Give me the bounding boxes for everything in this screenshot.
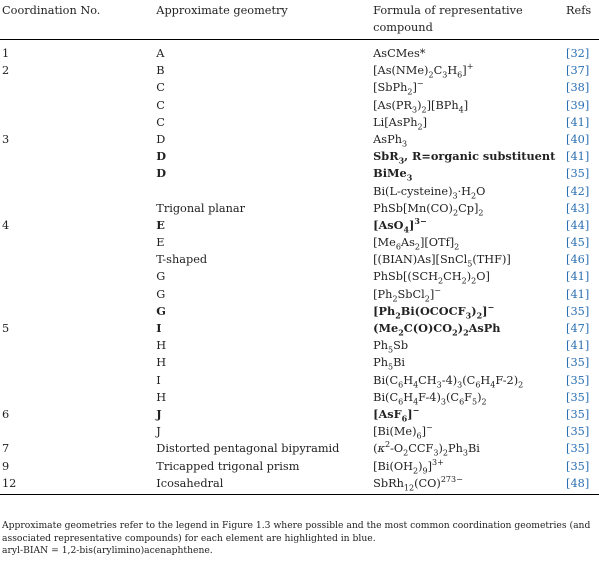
cell-coordination-no [0, 234, 156, 251]
table-row [0, 458, 599, 475]
formula-text: $[Bi(OH_2)_9]^{3+}$ [373, 457, 444, 475]
cell-formula [373, 320, 566, 337]
ref-link[interactable]: [35] [566, 459, 590, 473]
cell-geometry: H [156, 356, 167, 370]
cell-geometry: Icosahedral [156, 475, 373, 495]
ref-link[interactable]: [35] [566, 373, 590, 387]
cell-coordination-no [0, 165, 156, 182]
cell-geometry: E [156, 236, 165, 250]
cell-formula [373, 234, 566, 251]
cell-formula [373, 303, 566, 320]
cell-formula [373, 286, 566, 303]
ref-link[interactable]: [32] [566, 47, 590, 60]
ref-link[interactable]: [39] [566, 98, 590, 112]
table-row [0, 440, 599, 457]
table-row [0, 114, 599, 131]
cell-formula [373, 165, 566, 182]
ref-link[interactable]: [35] [566, 304, 590, 318]
formula-text: $[Me_6As_2][OTf]_2$ [373, 236, 460, 252]
cell-geometry: I [156, 321, 162, 335]
formula-text: $PhSb[(SCH_2CH_2)_2O]$ [373, 270, 490, 286]
cell-coordination-no [0, 79, 156, 96]
cell-formula [373, 62, 566, 79]
formula-text: $Ph_5Bi$ [373, 356, 406, 372]
cell-coordination-no: 1 [2, 47, 10, 60]
cell-coordination-no [0, 423, 156, 440]
formula-text: AsPh$_3$ [373, 132, 408, 149]
formula-text: SbRh$_{12}$(CO)$^{273-}$ [373, 474, 463, 492]
table-row [0, 165, 599, 182]
ref-link[interactable]: [41] [566, 150, 590, 164]
formula-text: $[AsO_4]^{3-}$ [373, 216, 427, 235]
cell-geometry [156, 183, 373, 200]
formula-text: $(Me_2C(O)CO_2)_2AsPh$ [373, 321, 501, 338]
header-refs: Refs [566, 0, 599, 40]
table-row [0, 475, 599, 495]
cell-geometry: D [156, 149, 167, 164]
cell-formula [373, 475, 566, 495]
ref-link[interactable]: [43] [566, 201, 590, 215]
cell-coordination-no [0, 268, 156, 285]
ref-link[interactable]: [37] [566, 64, 590, 78]
table-row [0, 234, 599, 251]
ref-link[interactable]: [35] [566, 167, 590, 181]
cell-coordination-no [0, 251, 156, 268]
cell-formula [373, 148, 566, 165]
cell-coordination-no [0, 303, 156, 320]
cell-coordination-no [0, 337, 156, 354]
footnote-geometry-legend: Approximate geometries refer to the legend in Figure 1.3 where possible and the most common coordination geometries (and associated representative compounds) for each element are highlighted in blue. [2, 520, 591, 544]
cell-formula [373, 79, 566, 96]
formula-text: $(\kappa^2-O_2CCF_3)_2Ph_3Bi$ [373, 440, 480, 458]
cell-geometry: C [156, 98, 165, 112]
formula-text: [AsF$_6$]− [373, 405, 420, 424]
cell-formula [373, 354, 566, 371]
table-row [0, 217, 599, 234]
formula-text: BiMe$_3$ [373, 166, 413, 183]
cell-formula [373, 114, 566, 131]
table-row [0, 320, 599, 337]
cell-geometry: Distorted pentagonal bipyramid [156, 442, 340, 456]
table-row [0, 372, 599, 389]
ref-link[interactable]: [41] [566, 270, 590, 284]
cell-formula [373, 458, 566, 475]
table-row [0, 268, 599, 285]
cell-coordination-no [0, 372, 156, 389]
cell-coordination-no: 2 [2, 64, 10, 78]
cell-geometry: Tricapped trigonal prism [156, 459, 300, 473]
cell-formula [373, 97, 566, 114]
cell-formula [373, 217, 566, 234]
cell-geometry: T-shaped [156, 253, 208, 267]
formula-text: $[Ph_2Bi(OCOCF_3)_2]^-$ [373, 302, 495, 321]
cell-geometry: H [156, 339, 167, 353]
table-header-row [0, 0, 599, 40]
header-approximate-geometry: Approximate geometry [156, 0, 373, 40]
ref-link[interactable]: [41] [566, 339, 590, 353]
ref-link[interactable]: [35] [566, 407, 590, 421]
cell-geometry: G [156, 270, 166, 284]
ref-link[interactable]: [35] [566, 356, 590, 370]
cell-coordination-no: 12 [0, 475, 156, 495]
ref-link[interactable]: [48] [566, 475, 599, 495]
ref-link[interactable]: [35] [566, 390, 590, 404]
formula-text: SbR$_3$, R=organic substituent [373, 149, 556, 166]
formula-text: $Ph_5Sb$ [373, 339, 409, 355]
table-row [0, 251, 599, 268]
table-row [0, 148, 599, 165]
formula-text: [SbPh$_2$]− [373, 79, 424, 97]
ref-link[interactable]: [35] [566, 442, 590, 456]
table-row [0, 389, 599, 406]
cell-geometry: D [156, 132, 166, 146]
cell-formula: AsCMes* [373, 47, 426, 60]
table-row [0, 79, 599, 96]
cell-coordination-no [0, 286, 156, 303]
table-row [0, 183, 599, 200]
cell-coordination-no [0, 389, 156, 406]
cell-formula [373, 200, 566, 217]
cell-geometry: C [156, 81, 165, 95]
header-coordination-no: Coordination No. [0, 0, 156, 40]
cell-formula [373, 372, 566, 389]
cell-coordination-no: 6 [2, 407, 10, 421]
ref-link[interactable]: [45] [566, 236, 590, 250]
cell-coordination-no: 3 [2, 132, 10, 146]
ref-link[interactable]: [41] [566, 115, 590, 129]
cell-formula [373, 423, 566, 440]
cell-coordination-no [0, 97, 156, 114]
header-formula: Formula of representative compound [373, 0, 566, 40]
cell-formula [373, 268, 566, 285]
table-row [0, 354, 599, 371]
table-row [0, 131, 599, 148]
cell-coordination-no [0, 148, 156, 165]
formula-text: $[As(NMe)_2C_3H_6]^+$ [373, 62, 474, 80]
formula-text: $[Bi(Me)_6]^-$ [373, 423, 433, 441]
cell-geometry: J [156, 406, 162, 421]
formula-text: $Bi(L-cysteine)_3\cdot H_2O$ [373, 184, 486, 200]
formula-text: $PhSb[Mn(CO)_2Cp]_2$ [373, 201, 484, 217]
cell-coordination-no: 5 [2, 322, 10, 335]
table-row [0, 62, 599, 79]
cell-formula [373, 337, 566, 354]
ref-link[interactable]: [35] [566, 425, 590, 439]
cell-coordination-no [0, 354, 156, 371]
cell-geometry: Trigonal planar [156, 201, 246, 215]
cell-geometry: B [156, 64, 165, 78]
cell-geometry: H [156, 390, 167, 404]
cell-geometry: E [156, 217, 165, 232]
formula-text: [(BIAN)As][SnCl$_5$(THF)] [373, 253, 511, 269]
cell-formula [373, 406, 566, 423]
table-row [0, 406, 599, 423]
formula-text: $[As(PR_3)_2][BPh_4]$ [373, 98, 469, 114]
formula-text: $[Ph_2SbCl_2]^-$ [373, 285, 441, 303]
footnote-bian-definition: aryl-BIAN = 1,2-bis(arylimino)acenaphthene. [2, 545, 213, 556]
formula-text: Li[AsPh$_2$] [373, 115, 428, 131]
cell-formula [373, 183, 566, 200]
cell-geometry: G [156, 303, 166, 318]
formula-text: $Bi(C_6H_4F-4)_3(C_6F_5)_2$ [373, 390, 487, 406]
table-row [0, 423, 599, 440]
table-row [0, 286, 599, 303]
cell-geometry: I [156, 373, 161, 387]
table-row [0, 40, 599, 63]
formula-text: $Bi(C_6H_4CH_3-4)_3(C_6H_4F-2)_2$ [373, 373, 524, 389]
table-footnotes [2, 520, 599, 558]
ref-link[interactable]: [41] [566, 287, 590, 301]
ref-link[interactable]: [38] [566, 81, 590, 95]
table-row [0, 97, 599, 114]
cell-coordination-no: 4 [2, 218, 10, 232]
cell-geometry: D [156, 166, 167, 181]
table-row [0, 200, 599, 217]
table-row [0, 303, 599, 320]
ref-link[interactable]: [44] [566, 218, 590, 232]
cell-geometry: C [156, 115, 165, 129]
ref-link[interactable]: [46] [566, 253, 590, 267]
cell-formula [373, 389, 566, 406]
cell-formula [373, 440, 566, 457]
cell-formula [373, 131, 566, 148]
table-row [0, 337, 599, 354]
cell-geometry: G [156, 287, 166, 301]
cell-coordination-no: 9 [2, 459, 10, 473]
cell-geometry: A [156, 47, 165, 60]
cell-coordination-no [0, 114, 156, 131]
cell-coordination-no [0, 183, 156, 200]
cell-coordination-no [0, 200, 156, 217]
cell-geometry: J [156, 425, 161, 439]
cell-formula [373, 251, 566, 268]
cell-coordination-no: 7 [2, 442, 10, 456]
ref-link[interactable]: [40] [566, 132, 590, 146]
ref-link[interactable]: [42] [566, 184, 590, 198]
ref-link[interactable]: [47] [566, 322, 590, 335]
